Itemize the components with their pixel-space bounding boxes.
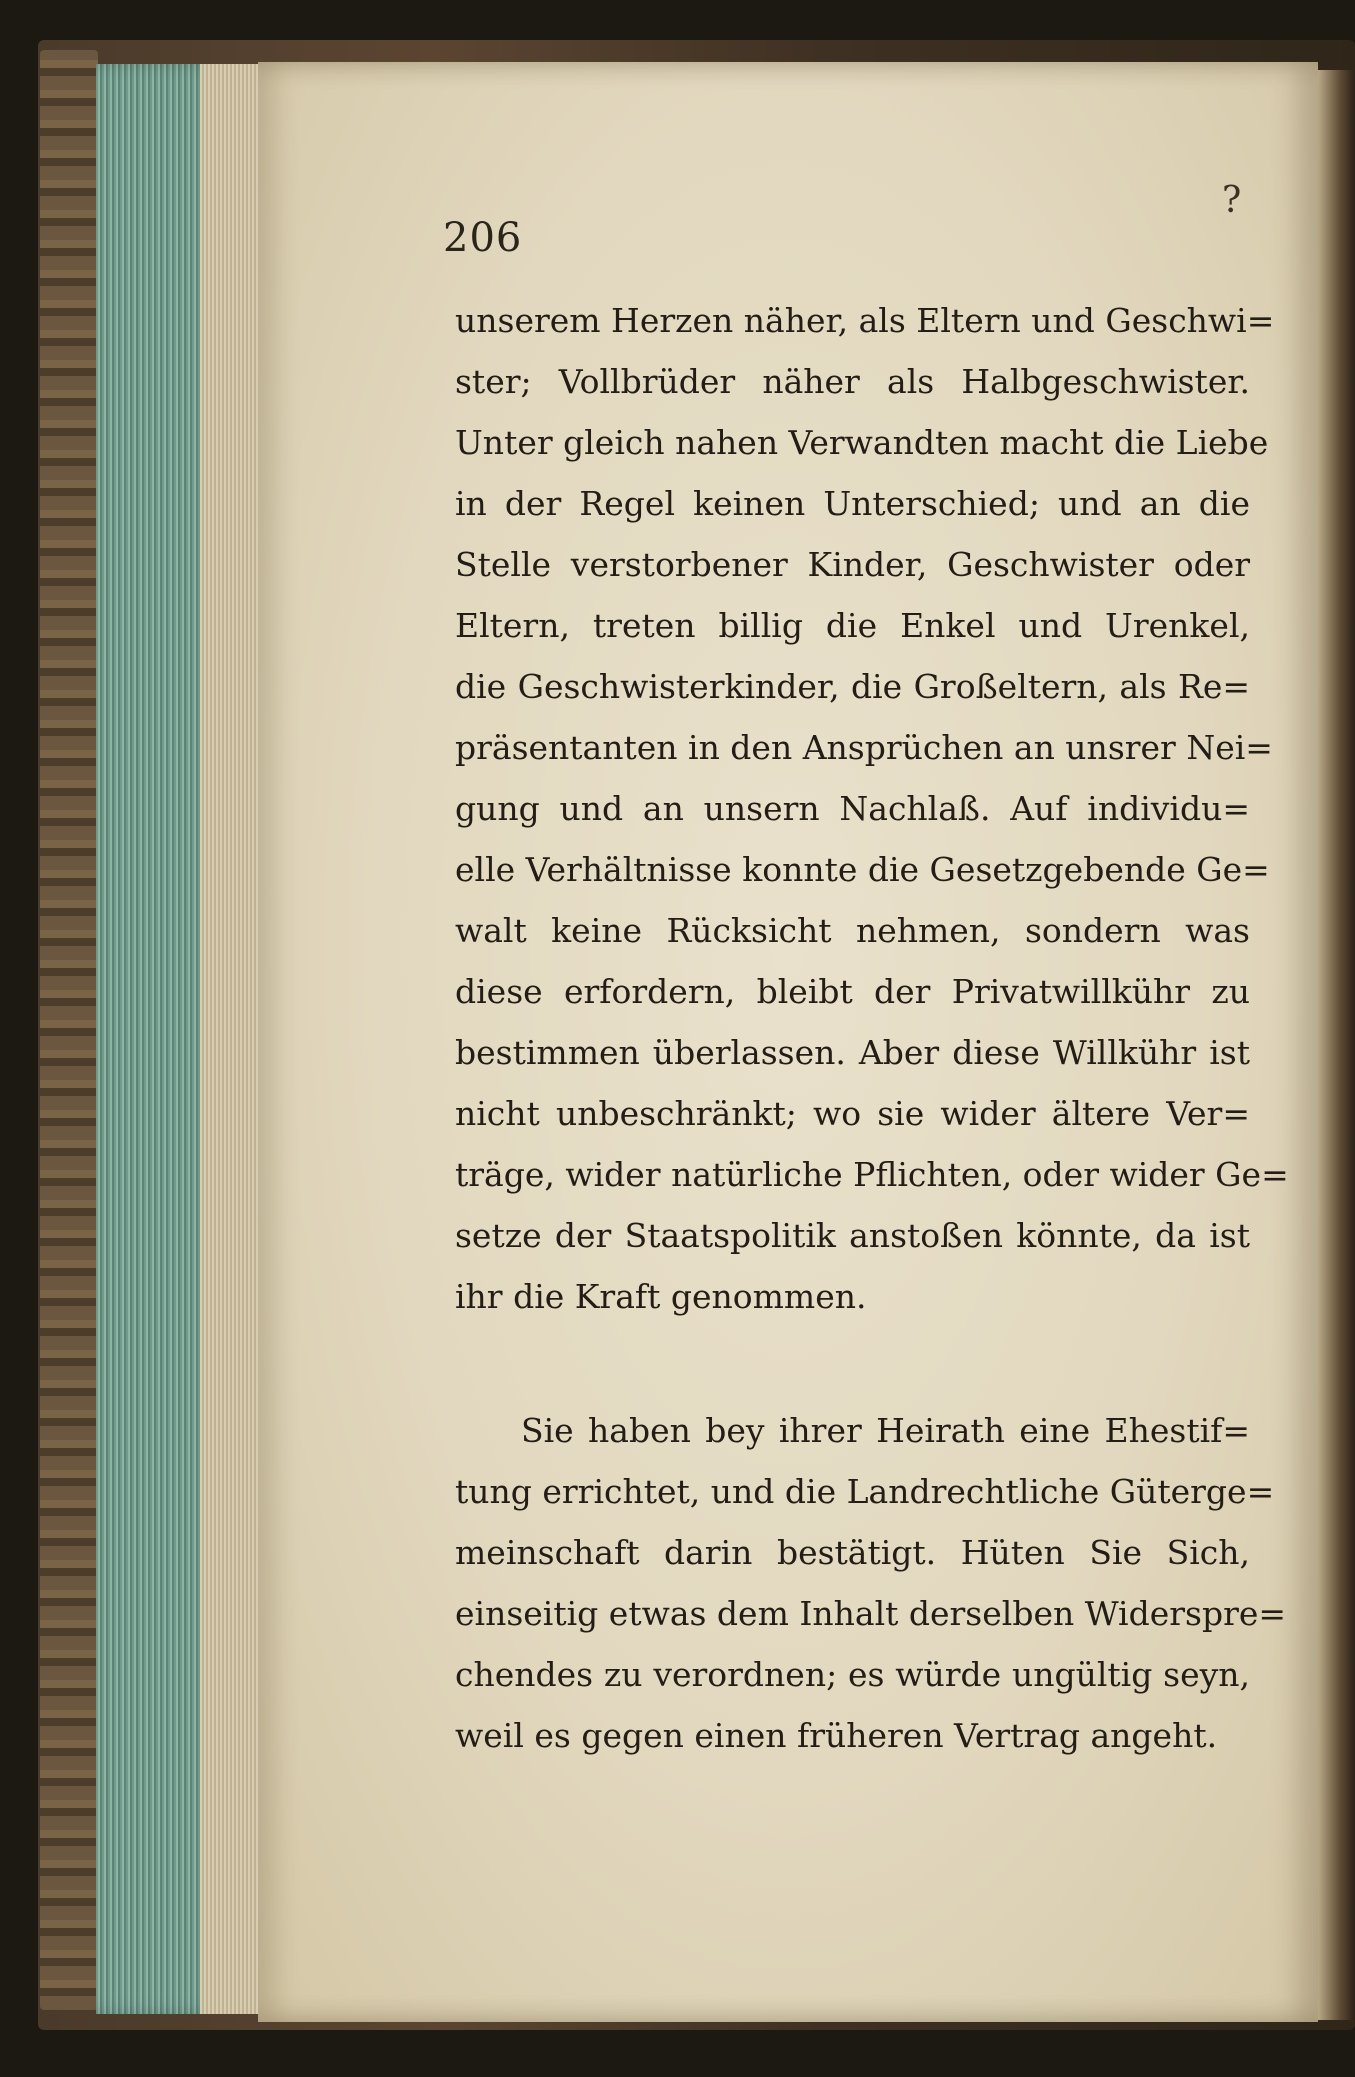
text-line: ihr die Kraft genommen.: [455, 1277, 867, 1316]
text-line: bestimmen überlassen. Aber diese Willkühr ist: [455, 1033, 1250, 1072]
text-line: setze der Staatspolitik anstoßen könnte, da ist: [455, 1216, 1250, 1255]
page-edges-inner: [200, 64, 264, 2014]
text-line: weil es gegen einen früheren Vertrag angeht.: [455, 1716, 1218, 1755]
text-line: walt keine Rücksicht nehmen, sondern was: [455, 911, 1250, 950]
text-line: präsentanten in den Ansprüchen an unsrer Nei=: [455, 728, 1273, 767]
text-line: chendes zu verordnen; es würde ungültig seyn,: [455, 1655, 1250, 1694]
corner-mark: ?: [1222, 180, 1242, 221]
paragraph-1: [455, 290, 1289, 1327]
text-line: träge, wider natürliche Pflichten, oder wider Ge=: [455, 1155, 1289, 1194]
text-line: ster; Vollbrüder näher als Halbgeschwister.: [455, 362, 1250, 401]
text-line: meinschaft darin bestätigt. Hüten Sie Sich,: [455, 1533, 1250, 1572]
text-line: Sie haben bey ihrer Heirath eine Ehestif=: [521, 1411, 1250, 1450]
text-line: die Geschwisterkinder, die Großeltern, als Re=: [455, 667, 1250, 706]
text-line: diese erfordern, bleibt der Privatwillkühr zu: [455, 972, 1250, 1011]
text-line: Stelle verstorbener Kinder, Geschwister oder: [455, 545, 1250, 584]
page-gutter: [1318, 70, 1355, 2020]
text-line: in der Regel keinen Unterschied; und an die: [455, 484, 1250, 523]
text-line: Unter gleich nahen Verwandten macht die Liebe: [455, 423, 1269, 462]
text-line: nicht unbeschränkt; wo sie wider ältere Ver=: [455, 1094, 1250, 1133]
text-line: einseitig etwas dem Inhalt derselben Widerspre=: [455, 1594, 1287, 1633]
text-line: elle Verhältnisse konnte die Gesetzgebende Ge=: [455, 850, 1270, 889]
text-line: gung und an unsern Nachlaß. Auf individu=: [455, 789, 1250, 828]
text-line: Eltern, treten billig die Enkel und Urenkel,: [455, 606, 1250, 645]
paragraph-2: [455, 1400, 1287, 1766]
page-number: 206: [443, 215, 523, 261]
book-spine: [40, 50, 98, 2010]
text-line: tung errichtet, und die Landrechtliche Güterge=: [455, 1472, 1275, 1511]
text-line: unserem Herzen näher, als Eltern und Geschwi=: [455, 301, 1275, 340]
